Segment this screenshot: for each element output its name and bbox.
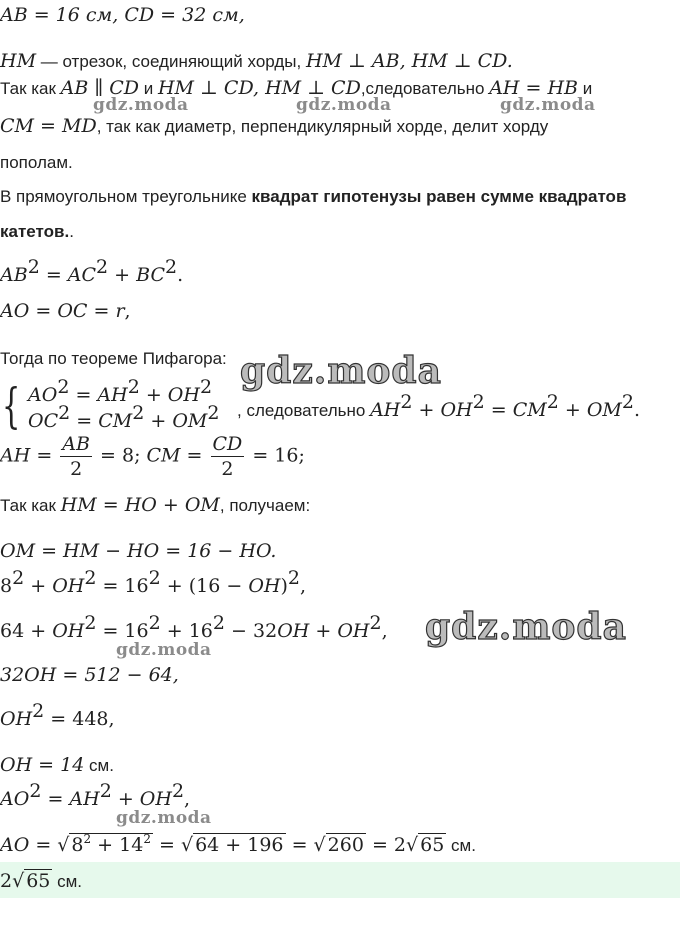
halves-formula: AH = $\frac{AB}{2}$ = 8; CM = $\frac{CD}{2}$ = 16; <box>0 433 305 480</box>
ao-result: AO = √ $8^2 + 14^2$ = √ 64 + 196 = √ 260 = 2√ 65 см. <box>0 832 476 856</box>
math-hm: HM <box>0 50 37 72</box>
watermark: gdz.moda <box>296 95 392 115</box>
system-eq-2: $OC^2 = CM^2 + OM^2$ <box>28 402 220 432</box>
text: , следовательно <box>237 401 371 420</box>
math: HM = HO + OM <box>60 494 220 516</box>
pythagoras-statement-cont <box>0 221 74 243</box>
math-parallel: AB ∥ CD <box>60 77 139 99</box>
pythagoras-statement-line <box>0 186 626 208</box>
formula-radius: AO = OC = r, <box>0 300 131 322</box>
formula-ab: $AB^2 = AC^2 + BC^2$. <box>0 256 184 286</box>
text: , так как диаметр, перпендикулярный хорде, делит хорду <box>96 117 549 136</box>
math-perp: HM ⊥ CD, HM ⊥ CD <box>157 77 361 99</box>
watermark: gdz.moda <box>116 808 212 828</box>
text: Так как <box>0 496 61 515</box>
text: — отрезок, соединяющий хорды, <box>36 52 306 71</box>
equation-4: $OH^2 = 448$, <box>0 700 115 730</box>
system-conclusion: , следовательно $AH^2 + OH^2 = CM^2 + OM^2$. <box>237 391 640 421</box>
watermark: gdz.moda <box>93 95 189 115</box>
watermark-large: gdz.moda <box>240 350 442 392</box>
math-perpendicular: HM ⊥ AB, HM ⊥ CD. <box>305 50 513 72</box>
text: ,следовательно <box>360 79 490 98</box>
system-eq-1: $AO^2 = AH^2 + OH^2$ <box>28 376 213 406</box>
om-formula: OM = HM − HO = 16 − HO. <box>0 540 277 562</box>
text: . <box>69 222 74 241</box>
text: , получаем: <box>219 496 311 515</box>
answer-text: 2√ 65 см. <box>0 870 83 892</box>
given-line: AB = 16 см, CD = 32 см, <box>0 4 245 26</box>
math-ah-hb: AH = HB <box>489 77 579 99</box>
text: и <box>578 79 593 98</box>
oh-result: OH = 14 см. <box>0 754 114 776</box>
watermark-large: gdz.moda <box>425 606 627 648</box>
equation-1: $8^2 + OH^2 = 16^2 + (16 - OH)^2$, <box>0 567 307 597</box>
text: В прямоугольном треугольнике <box>0 187 252 206</box>
substitution-line <box>0 494 310 517</box>
text: Так как <box>0 79 61 98</box>
equation-3: 32OH = 512 − 64, <box>0 664 179 686</box>
equation-2: $64 + OH^2 = 16^2 + 16^2 - 32OH + OH^2$, <box>0 612 388 642</box>
text-line: Тогда по теореме Пифагора: <box>0 349 227 368</box>
system-brace: { <box>2 378 21 434</box>
watermark: gdz.moda <box>116 640 212 660</box>
bold-text: квадрат гипотенузы равен сумме квадратов <box>251 187 627 206</box>
math-cm-md: CM = MD <box>0 115 97 137</box>
ao-formula: $AO^2 = AH^2 + OH^2$, <box>0 780 191 810</box>
chord-reasoning-line <box>0 115 548 138</box>
text-line: пополам. <box>0 153 73 172</box>
watermark: gdz.moda <box>500 95 596 115</box>
answer-box <box>0 862 680 898</box>
segment-definition-line <box>0 50 513 73</box>
bold-text: катетов. <box>0 222 70 241</box>
text: и <box>138 79 158 98</box>
